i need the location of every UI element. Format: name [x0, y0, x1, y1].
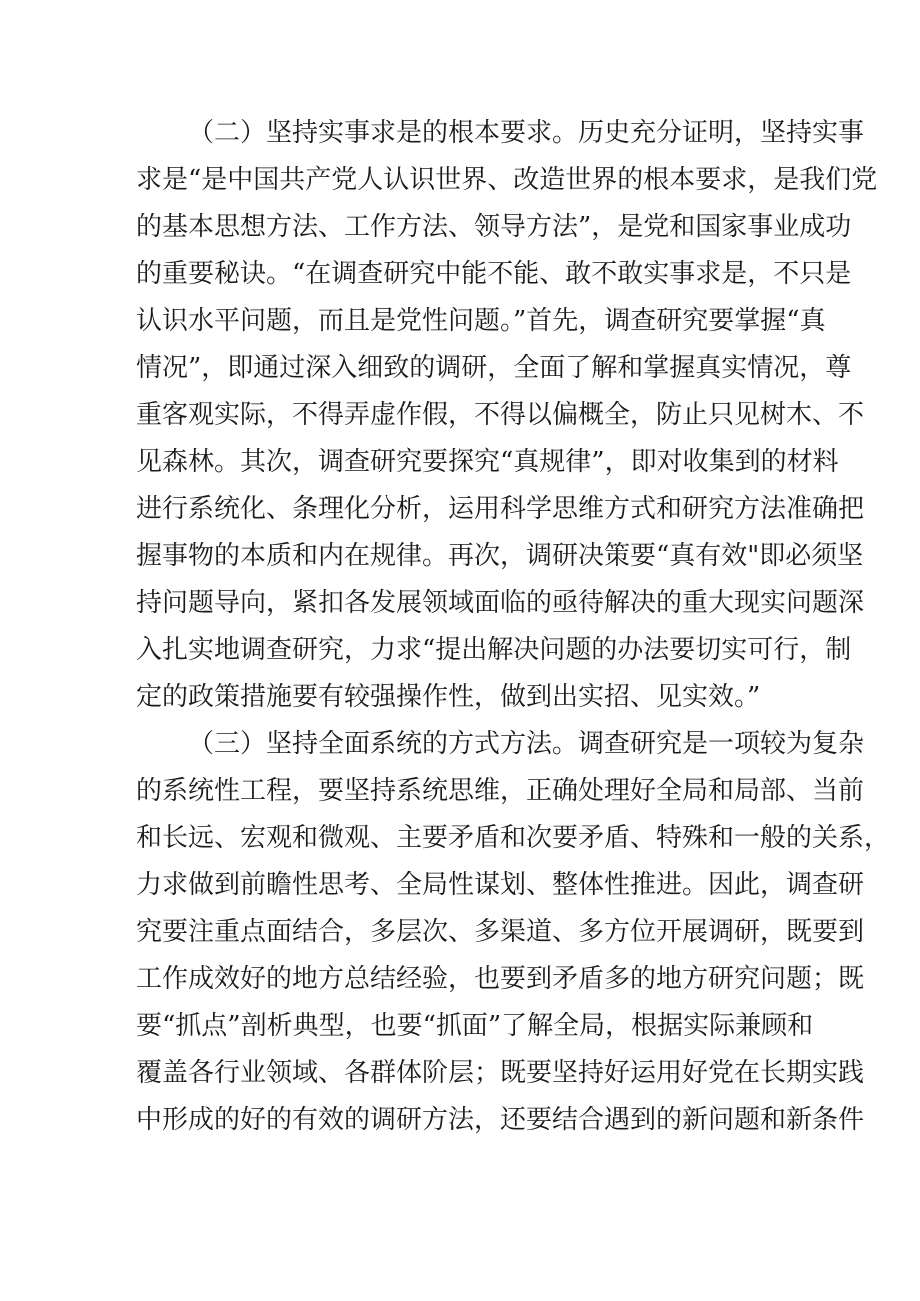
text-line: 究要注重点面结合，多层次、多渠道、多方位开展调研，既要到	[136, 917, 865, 947]
text-line: 求是“是中国共产党人认识世界、改造世界的根本要求，是我们党	[136, 165, 878, 195]
text-line: 和长远、宏观和微观、主要矛盾和次要矛盾、特殊和一般的关系，	[136, 823, 891, 853]
text-line: 见森林。其次，调查研究要探究“真规律”，即对收集到的材料	[136, 447, 839, 477]
text-line: 认识水平问题，而且是党性问题。”首先，调查研究要掌握“真	[136, 306, 826, 336]
text-line: （二）坚持实事求是的根本要求。历史充分证明，坚持实事	[188, 118, 865, 148]
paragraph-fundamental-requirement	[136, 110, 878, 721]
text-line: 的基本思想方法、工作方法、领导方法”，是党和国家事业成功	[136, 212, 852, 242]
text-line: 的系统性工程，要坚持系统思维，正确处理好全局和局部、当前	[136, 776, 865, 806]
text-line: 定的政策措施要有较强操作性，做到出实招、见实效。”	[136, 682, 761, 712]
text-line: 中形成的好的有效的调研方法，还要结合遇到的新问题和新条件	[136, 1105, 865, 1135]
text-line: 重客观实际，不得弄虚作假，不得以偏概全，防止只见树木、不	[136, 400, 865, 430]
text-line: 工作成效好的地方总结经验，也要到矛盾多的地方研究问题；既	[136, 964, 865, 994]
text-line: 覆盖各行业领域、各群体阶层；既要坚持好运用好党在长期实践	[136, 1058, 865, 1088]
text-line: 持问题导向，紧扣各发展领域面临的亟待解决的重大现实问题深	[136, 588, 865, 618]
text-line: 握事物的本质和内在规律。再次，调研决策要“真有效"即必须坚	[136, 541, 864, 571]
paragraph-comprehensive-methods	[136, 721, 891, 1144]
text-line: 情况”，即通过深入细致的调研，全面了解和掌握真实情况，尊	[136, 353, 852, 383]
text-line: （三）坚持全面系统的方式方法。调查研究是一项较为复杂	[188, 729, 865, 759]
text-line: 力求做到前瞻性思考、全局性谋划、整体性推进。因此，调查研	[136, 870, 865, 900]
text-line: 的重要秘诀。“在调查研究中能不能、敢不敢实事求是，不只是	[136, 259, 852, 289]
text-line: 要“抓点”剖析典型，也要“抓面”了解全局，根据实际兼顾和	[136, 1011, 814, 1041]
text-line: 入扎实地调查研究，力求“提出解决问题的办法要切实可行，制	[136, 635, 852, 665]
text-line: 进行系统化、条理化分析，运用科学思维方式和研究方法准确把	[136, 494, 865, 524]
